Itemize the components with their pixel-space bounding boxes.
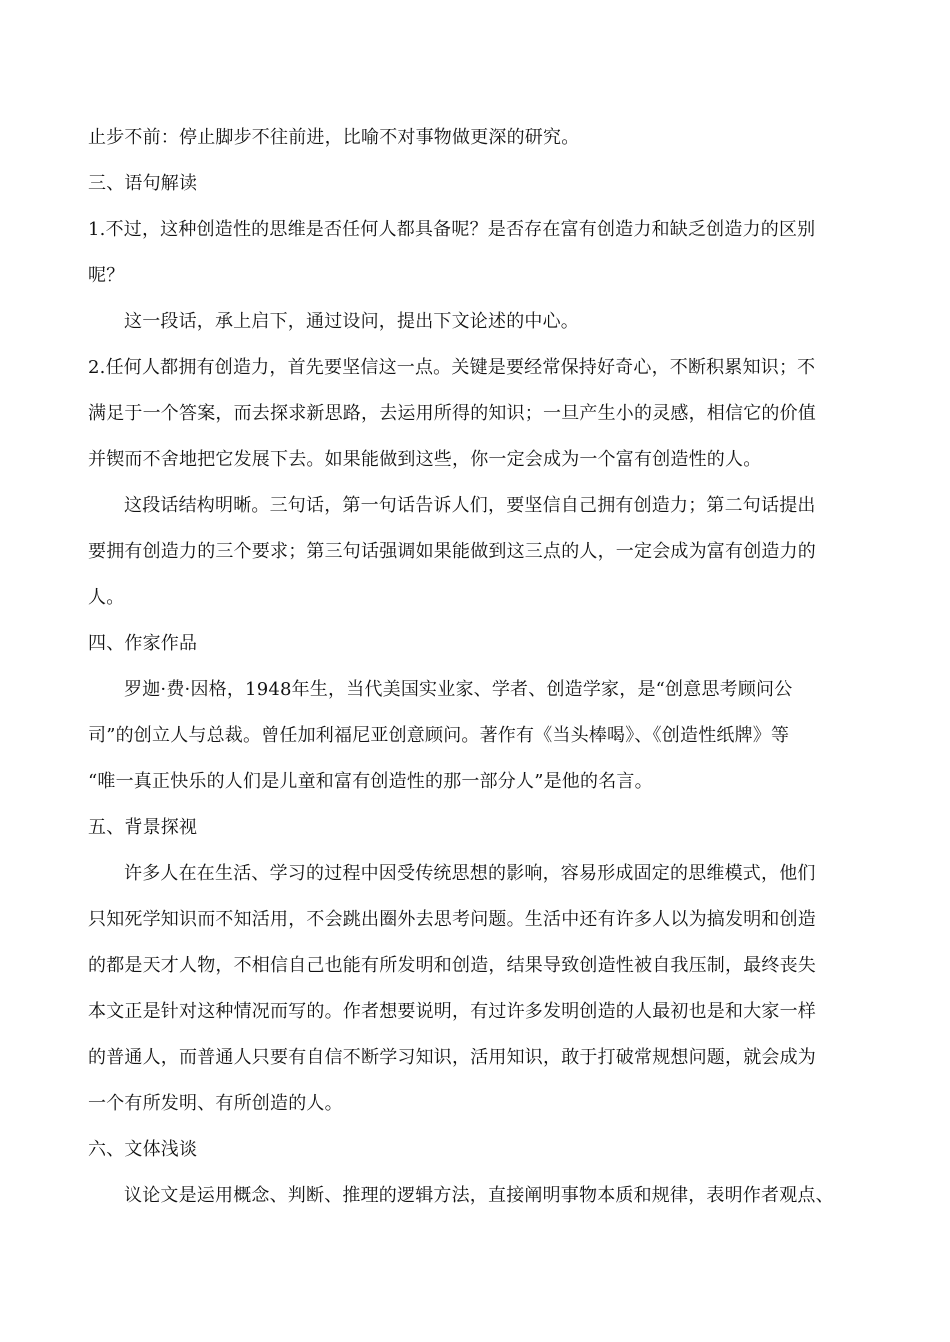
analysis-2-line: 要拥有创造力的三个要求；第三句话强调如果能做到这三点的人，一定会成为富有创造力的: [88, 541, 816, 562]
background-line: 只知死学知识而不知活用，不会跳出圈外去思考问题。生活中还有许多人以为搞发明和创造: [88, 909, 816, 930]
quote-2-line: 2.任何人都拥有创造力，首先要坚信这一点。关键是要经常保持好奇心，不断积累知识；不: [88, 357, 816, 378]
author-line: 罗迦·费·因格，1948年生，当代美国实业家、学者、创造学家，是“创意思考顾问公: [124, 679, 793, 700]
analysis-2-line: 这段话结构明晰。三句话，第一句话告诉人们，要坚信自己拥有创造力；第二句话提出: [124, 495, 816, 516]
quote-1-line: 1.不过，这种创造性的思维是否任何人都具备呢？是否存在富有创造力和缺乏创造力的区别: [88, 219, 816, 240]
author-line: “唯一真正快乐的人们是儿童和富有创造性的那一部分人”是他的名言。: [88, 771, 653, 792]
section-heading-4: 四、作家作品: [88, 633, 198, 654]
quote-2-line: 满足于一个答案，而去探求新思路，去运用所得的知识；一旦产生小的灵感，相信它的价值: [88, 403, 816, 424]
section-heading-5: 五、背景探视: [88, 817, 198, 838]
quote-1-line: 呢？: [88, 265, 125, 286]
section-heading-3: 三、语句解读: [88, 173, 198, 194]
background-line: 的都是天才人物，不相信自己也能有所发明和创造，结果导致创造性被自我压制，最终丧失: [88, 955, 816, 976]
background-line: 的普通人，而普通人只要有自信不断学习知识，活用知识，敢于打破常规想问题，就会成为: [88, 1047, 816, 1068]
section-heading-6: 六、文体浅谈: [88, 1139, 198, 1160]
background-line: 许多人在在生活、学习的过程中因受传统思想的影响，容易形成固定的思维模式，他们: [124, 863, 816, 884]
genre-line: 议论文是运用概念、判断、推理的逻辑方法，直接阐明事物本质和规律，表明作者观点、: [124, 1185, 834, 1206]
analysis-2-line: 人。: [88, 587, 125, 608]
analysis-1-line: 这一段话，承上启下，通过设问，提出下文论述的中心。: [124, 311, 579, 332]
author-line: 司”的创立人与总裁。曾任加利福尼亚创意顾问。著作有《当头棒喝》、《创造性纸牌》等: [88, 725, 790, 746]
background-line: 本文正是针对这种情况而写的。作者想要说明，有过许多发明创造的人最初也是和大家一样: [88, 1001, 816, 1022]
background-line: 一个有所发明、有所创造的人。: [88, 1093, 343, 1114]
definition-line: 止步不前：停止脚步不往前进，比喻不对事物做更深的研究。: [88, 127, 580, 148]
quote-2-line: 并锲而不舍地把它发展下去。如果能做到这些，你一定会成为一个富有创造性的人。: [88, 449, 762, 470]
